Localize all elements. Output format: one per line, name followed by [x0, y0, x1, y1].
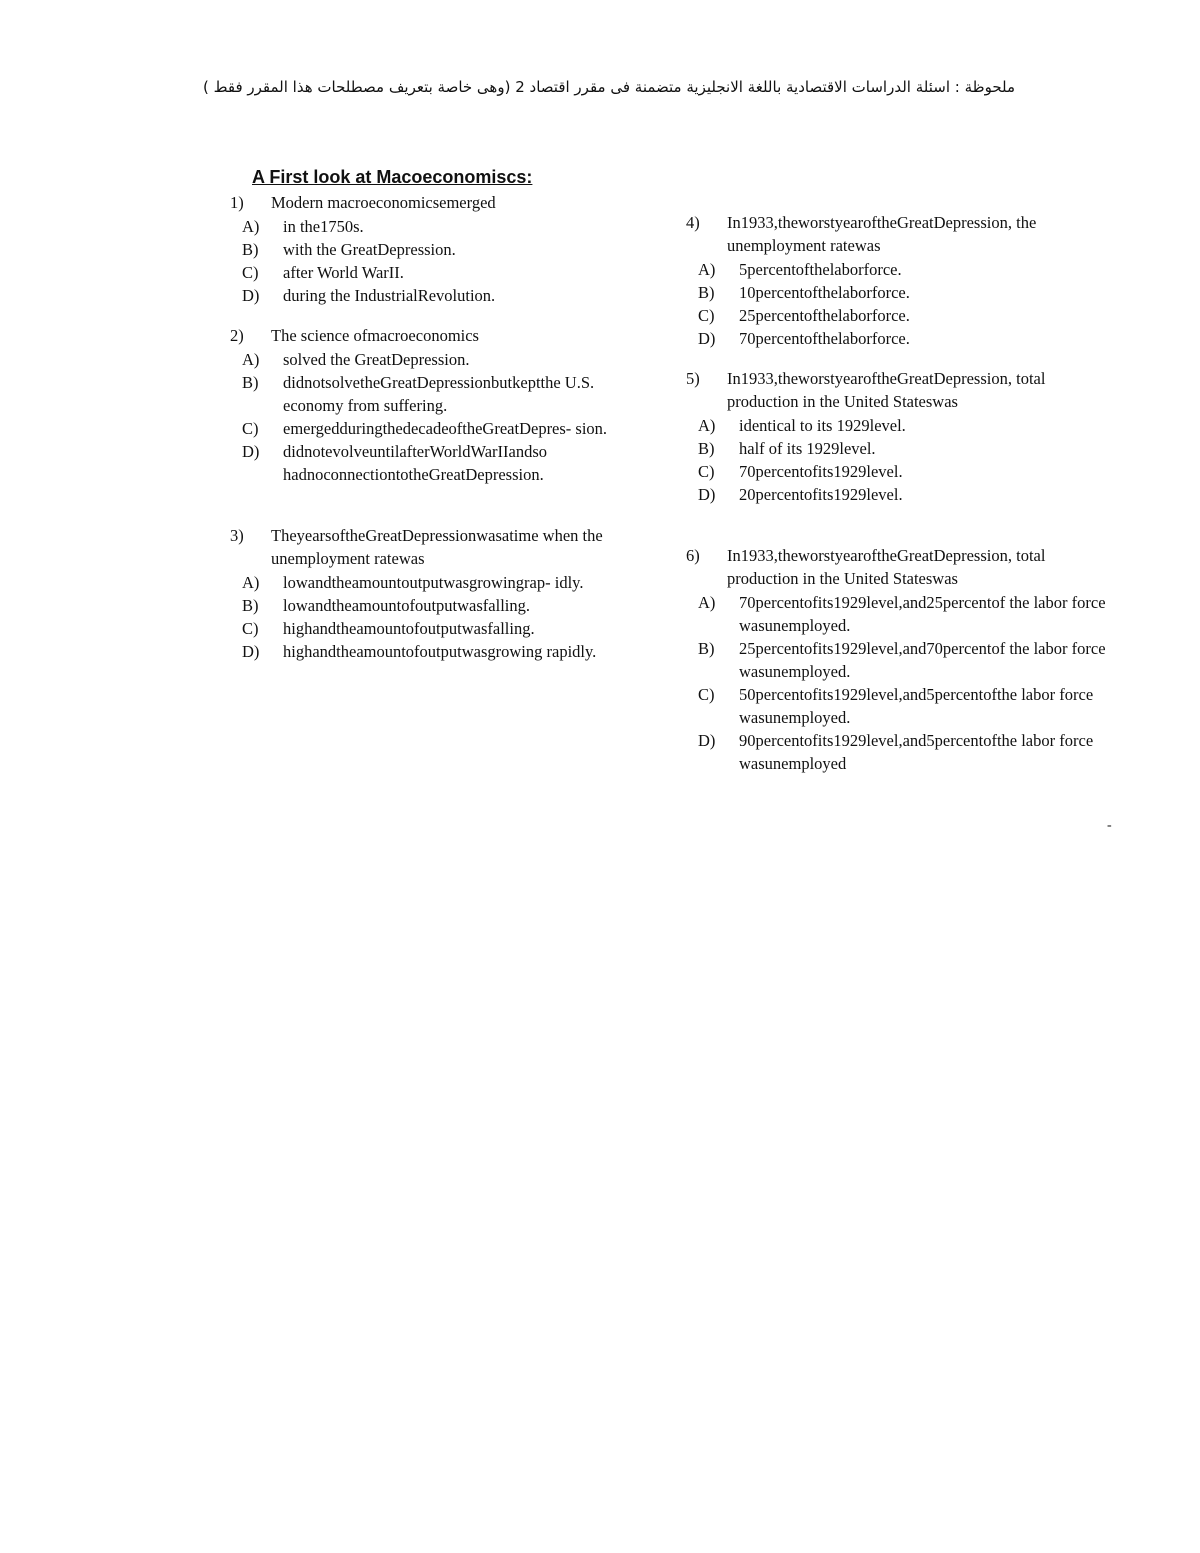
choice-letter: B)	[698, 283, 715, 302]
choice-text: highandtheamountofoutputwasfalling.	[283, 619, 535, 638]
spacer	[686, 350, 1116, 367]
question-stem	[230, 524, 640, 570]
spacer	[230, 486, 640, 524]
question-number: 3)	[230, 526, 244, 545]
question-text: The science ofmacroeconomics	[271, 326, 479, 345]
choice-letter: C)	[242, 263, 259, 282]
choice-letter: A)	[242, 350, 260, 369]
choice-letter: C)	[698, 685, 715, 704]
choice-text: half of its 1929level.	[739, 439, 876, 458]
question-6	[686, 544, 1116, 775]
choice-letter: D)	[698, 731, 716, 750]
question-1	[230, 191, 640, 307]
choice-d	[230, 440, 640, 486]
choice-letter: C)	[698, 306, 715, 325]
choice-text: didnotevolveuntilafterWorldWarIIandso hadnoconnectiontotheGreatDepression.	[283, 442, 548, 484]
choice-letter: B)	[242, 373, 259, 392]
choice-letter: D)	[698, 485, 716, 504]
choice-list	[686, 414, 1116, 506]
question-number: 2)	[230, 326, 244, 345]
question-5	[686, 367, 1116, 506]
question-stem	[230, 191, 640, 214]
choice-letter: B)	[242, 596, 259, 615]
choice-a	[230, 571, 640, 594]
choice-text: identical to its 1929level.	[739, 416, 906, 435]
question-3	[230, 524, 640, 663]
choice-b	[686, 637, 1116, 683]
choice-letter: A)	[698, 260, 716, 279]
choice-a	[230, 215, 640, 238]
choice-text: emergedduringthedecadeoftheGreatDepres- sion.	[283, 419, 608, 438]
choice-list	[230, 571, 640, 663]
question-number: 5)	[686, 369, 700, 388]
choice-letter: D)	[698, 329, 716, 348]
choice-a	[230, 348, 640, 371]
arabic-note: ملحوظة : اسئلة الدراسات الاقتصادية باللغة الانجليزية متضمنة فى مقرر اقتصاد 2 (وهى خاصة بتعريف مصطلحات هذا المقرر فقط )	[203, 78, 1015, 96]
choice-list	[686, 591, 1116, 775]
choice-text: lowandtheamountofoutputwasfalling.	[283, 596, 530, 615]
trailing-mark: -	[1107, 818, 1112, 833]
choice-c	[230, 617, 640, 640]
choice-c	[686, 460, 1116, 483]
choice-letter: A)	[698, 593, 716, 612]
choice-text: 70percentofits1929level,and25percentof the labor force wasunemployed.	[739, 593, 1106, 635]
choice-text: 25percentofthelaborforce.	[739, 306, 910, 325]
choice-text: didnotsolvetheGreatDepressionbutkeptthe U.S. economy from suffering.	[283, 373, 595, 415]
choice-letter: C)	[698, 462, 715, 481]
choice-list	[230, 348, 640, 486]
question-number: 6)	[686, 546, 700, 565]
choice-text: during the IndustrialRevolution.	[283, 286, 496, 305]
choice-text: 50percentofits1929level,and5percentofthe labor force wasunemployed.	[739, 685, 1094, 727]
choice-letter: D)	[242, 442, 260, 461]
left-column	[230, 191, 640, 663]
spacer	[230, 307, 640, 324]
choice-c	[230, 261, 640, 284]
choice-a	[686, 591, 1116, 637]
choice-letter: B)	[698, 639, 715, 658]
choice-text: 70percentofits1929level.	[739, 462, 903, 481]
question-number: 1)	[230, 193, 244, 212]
choice-d	[686, 327, 1116, 350]
choice-d	[230, 640, 640, 663]
spacer	[686, 506, 1116, 544]
question-number: 4)	[686, 213, 700, 232]
choice-text: 20percentofits1929level.	[739, 485, 903, 504]
choice-b	[686, 281, 1116, 304]
choice-b	[230, 238, 640, 261]
choice-a	[686, 414, 1116, 437]
choice-letter: C)	[242, 419, 259, 438]
choice-text: in the1750s.	[283, 217, 364, 236]
choice-text: 90percentofits1929level,and5percentofthe labor force wasunemployed	[739, 731, 1094, 773]
choice-d	[686, 729, 1116, 775]
choice-letter: A)	[242, 573, 260, 592]
choice-b	[230, 594, 640, 617]
question-4	[686, 211, 1116, 350]
choice-letter: C)	[242, 619, 259, 638]
question-stem	[686, 367, 1116, 413]
choice-d	[686, 483, 1116, 506]
choice-b	[686, 437, 1116, 460]
question-2	[230, 324, 640, 486]
choice-text: 10percentofthelaborforce.	[739, 283, 910, 302]
choice-b	[230, 371, 640, 417]
question-text: TheyearsoftheGreatDepressionwasatime when the unemployment ratewas	[271, 526, 603, 568]
question-text: In1933,theworstyearoftheGreatDepression, total production in the United Stateswas	[727, 546, 1046, 588]
choice-letter: D)	[242, 286, 260, 305]
choice-text: solved the GreatDepression.	[283, 350, 470, 369]
choice-a	[686, 258, 1116, 281]
question-text: In1933,theworstyearoftheGreatDepression, total production in the United Stateswas	[727, 369, 1046, 411]
choice-letter: B)	[242, 240, 259, 259]
choice-letter: A)	[242, 217, 260, 236]
question-stem	[686, 211, 1116, 257]
choice-text: after World WarII.	[283, 263, 404, 282]
choice-list	[686, 258, 1116, 350]
choice-letter: A)	[698, 416, 716, 435]
choice-letter: D)	[242, 642, 260, 661]
choice-d	[230, 284, 640, 307]
choice-c	[686, 683, 1116, 729]
choice-letter: B)	[698, 439, 715, 458]
choice-text: 5percentofthelaborforce.	[739, 260, 902, 279]
choice-text: 70percentofthelaborforce.	[739, 329, 910, 348]
choice-text: 25percentofits1929level,and70percentof the labor force wasunemployed.	[739, 639, 1106, 681]
choice-text: lowandtheamountoutputwasgrowingrap- idly.	[283, 573, 584, 592]
choice-c	[686, 304, 1116, 327]
choice-text: highandtheamountofoutputwasgrowing rapidly.	[283, 642, 597, 661]
choice-text: with the GreatDepression.	[283, 240, 456, 259]
question-stem	[230, 324, 640, 347]
choice-list	[230, 215, 640, 307]
section-heading: A First look at Macoeconomiscs:	[252, 167, 533, 187]
question-stem	[686, 544, 1116, 590]
choice-c	[230, 417, 640, 440]
question-text: In1933,theworstyearoftheGreatDepression, the unemployment ratewas	[727, 213, 1037, 255]
right-column	[686, 211, 1116, 775]
question-text: Modern macroeconomicsemerged	[271, 193, 496, 212]
